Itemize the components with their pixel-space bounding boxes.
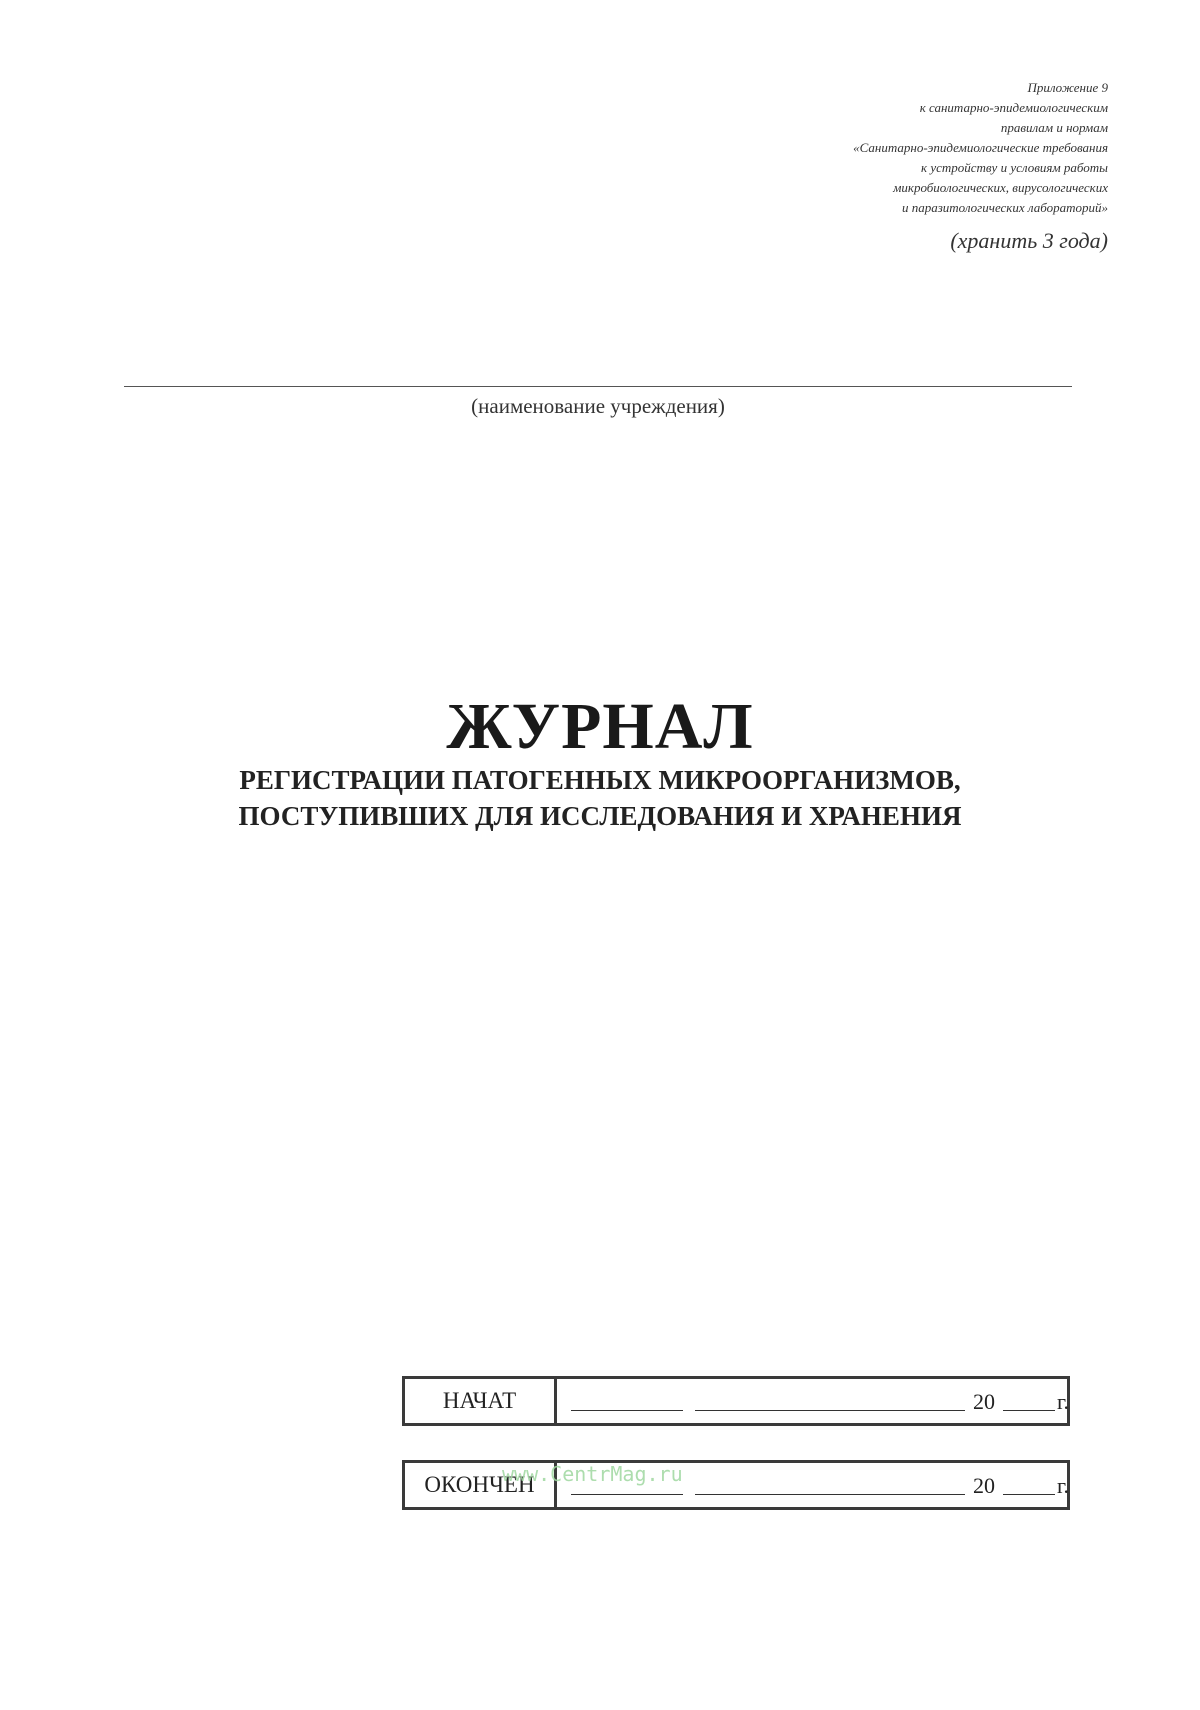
appendix-line: и паразитологических лабораторий» (901, 200, 1108, 215)
site-watermark: www.CentrMag.ru (502, 1462, 683, 1486)
journal-subtitle (0, 762, 1200, 834)
subtitle-line-1: РЕГИСТРАЦИИ ПАТОГЕННЫХ МИКРООРГАНИЗМОВ, (239, 765, 961, 795)
finished-year-suffix: г. (1057, 1473, 1070, 1498)
appendix-note (648, 78, 1108, 218)
appendix-line: к устройству и условиям работы (921, 160, 1108, 175)
started-month-blank[interactable] (695, 1410, 965, 1411)
appendix-line: правилам и нормам (1000, 120, 1108, 135)
appendix-line: Приложение 9 (1027, 80, 1108, 95)
finished-label: ОКОНЧЕН (405, 1463, 557, 1507)
started-year-suffix: г. (1057, 1389, 1070, 1414)
started-year-blank[interactable] (1003, 1410, 1055, 1411)
finished-year-blank[interactable] (1003, 1494, 1055, 1495)
appendix-line: «Санитарно-эпидемиологические требования (853, 140, 1108, 155)
started-date-box (402, 1376, 1070, 1426)
finished-month-blank[interactable] (695, 1494, 965, 1495)
institution-caption: (наименование учреждения) (471, 394, 725, 418)
finished-day-blank[interactable] (571, 1494, 683, 1495)
finished-year-prefix: 20 (973, 1473, 995, 1498)
started-label: НАЧАТ (405, 1379, 557, 1423)
appendix-line: к санитарно-эпидемиологическим (919, 100, 1108, 115)
started-date-fields (557, 1379, 1070, 1423)
retention-note: (хранить 3 года) (950, 228, 1108, 253)
appendix-line: микробиологических, вирусологических (893, 180, 1108, 195)
institution-name-line[interactable] (124, 386, 1072, 387)
subtitle-line-2: ПОСТУПИВШИХ ДЛЯ ИССЛЕДОВАНИЯ И ХРАНЕНИЯ (238, 801, 962, 831)
started-year-prefix: 20 (973, 1389, 995, 1414)
started-day-blank[interactable] (571, 1410, 683, 1411)
journal-title: ЖУРНАЛ (446, 690, 754, 763)
